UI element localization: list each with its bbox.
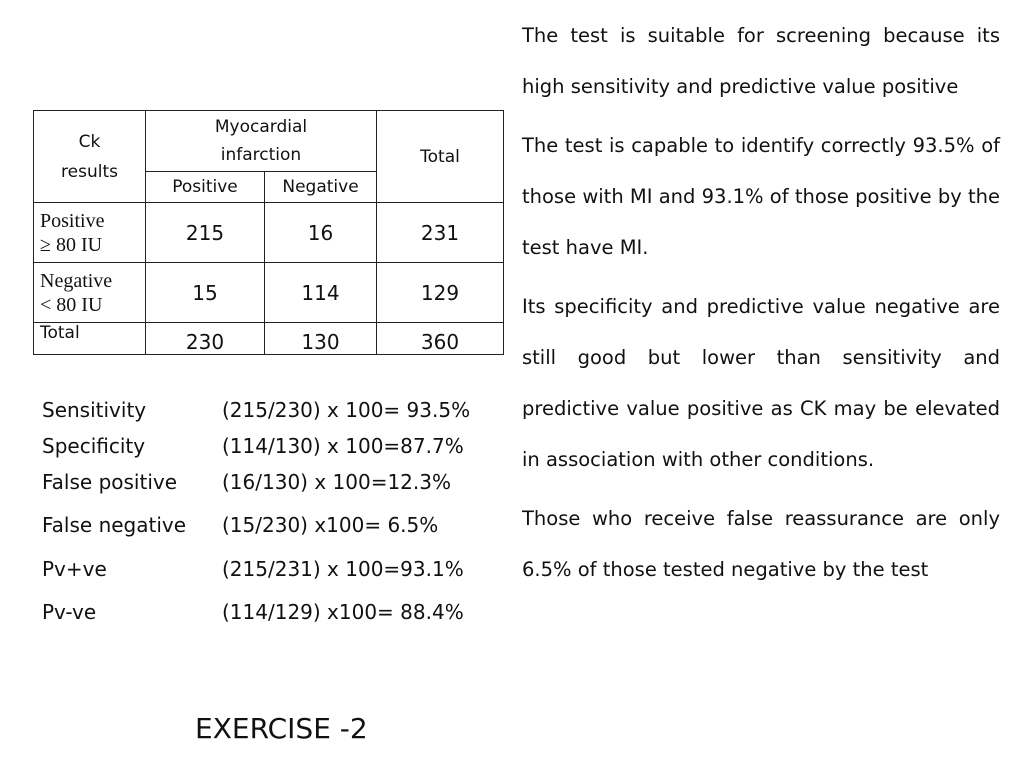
cell-value: 16 xyxy=(265,203,377,263)
stat-formula: (114/129) x100= 88.4% xyxy=(222,600,464,624)
row-label-positive: Positive ≥ 80 IU xyxy=(34,203,146,263)
cell-value: 130 xyxy=(265,323,377,355)
stat-formula: (16/130) x 100=12.3% xyxy=(222,470,451,494)
stat-formula: (215/231) x 100=93.1% xyxy=(222,557,464,581)
stat-formula: (215/230) x 100= 93.5% xyxy=(222,398,471,422)
cell-value: 230 xyxy=(146,323,265,355)
paragraph: The test is capable to identify correctly 93.5% of those with MI and 93.1% of those positive by the test have MI. xyxy=(522,134,1000,259)
stat-name: Pv+ve xyxy=(42,557,107,581)
table-row xyxy=(34,203,504,263)
stat-name: Pv-ve xyxy=(42,600,97,624)
table-row-total xyxy=(34,323,504,355)
header-total: Total xyxy=(377,111,504,203)
cell-value: 360 xyxy=(377,323,504,355)
exercise-title: EXERCISE -2 xyxy=(195,712,368,745)
stat-name: False negative xyxy=(42,513,187,537)
stat-name: Specificity xyxy=(42,434,146,458)
stat-name: False positive xyxy=(42,470,178,494)
header-ck-results: Ck results xyxy=(34,111,146,203)
paragraph: The test is suitable for screening because its high sensitivity and predictive value positive xyxy=(522,24,1000,98)
stat-formula: (15/230) x100= 6.5% xyxy=(222,513,439,537)
row-label-total: Total xyxy=(34,323,146,355)
paragraph: Its specificity and predictive value negative are still good but lower than sensitivity and predictive value positive as CK may be elevated in association with other conditions. xyxy=(522,295,1000,471)
paragraph: Those who receive false reassurance are only 6.5% of those tested negative by the test xyxy=(522,507,1000,581)
header-negative: Negative xyxy=(265,172,377,203)
cell-value: 114 xyxy=(265,263,377,323)
ck-results-table xyxy=(33,110,504,355)
cell-value: 15 xyxy=(146,263,265,323)
cell-value: 129 xyxy=(377,263,504,323)
explanation-text xyxy=(522,10,1000,603)
stat-name: Sensitivity xyxy=(42,398,147,422)
cell-value: 231 xyxy=(377,203,504,263)
header-positive: Positive xyxy=(146,172,265,203)
stat-formula: (114/130) x 100=87.7% xyxy=(222,434,464,458)
row-label-negative: Negative < 80 IU xyxy=(34,263,146,323)
table-row xyxy=(34,263,504,323)
header-myocardial-infarction: Myocardial infarction xyxy=(146,111,377,172)
cell-value: 215 xyxy=(146,203,265,263)
